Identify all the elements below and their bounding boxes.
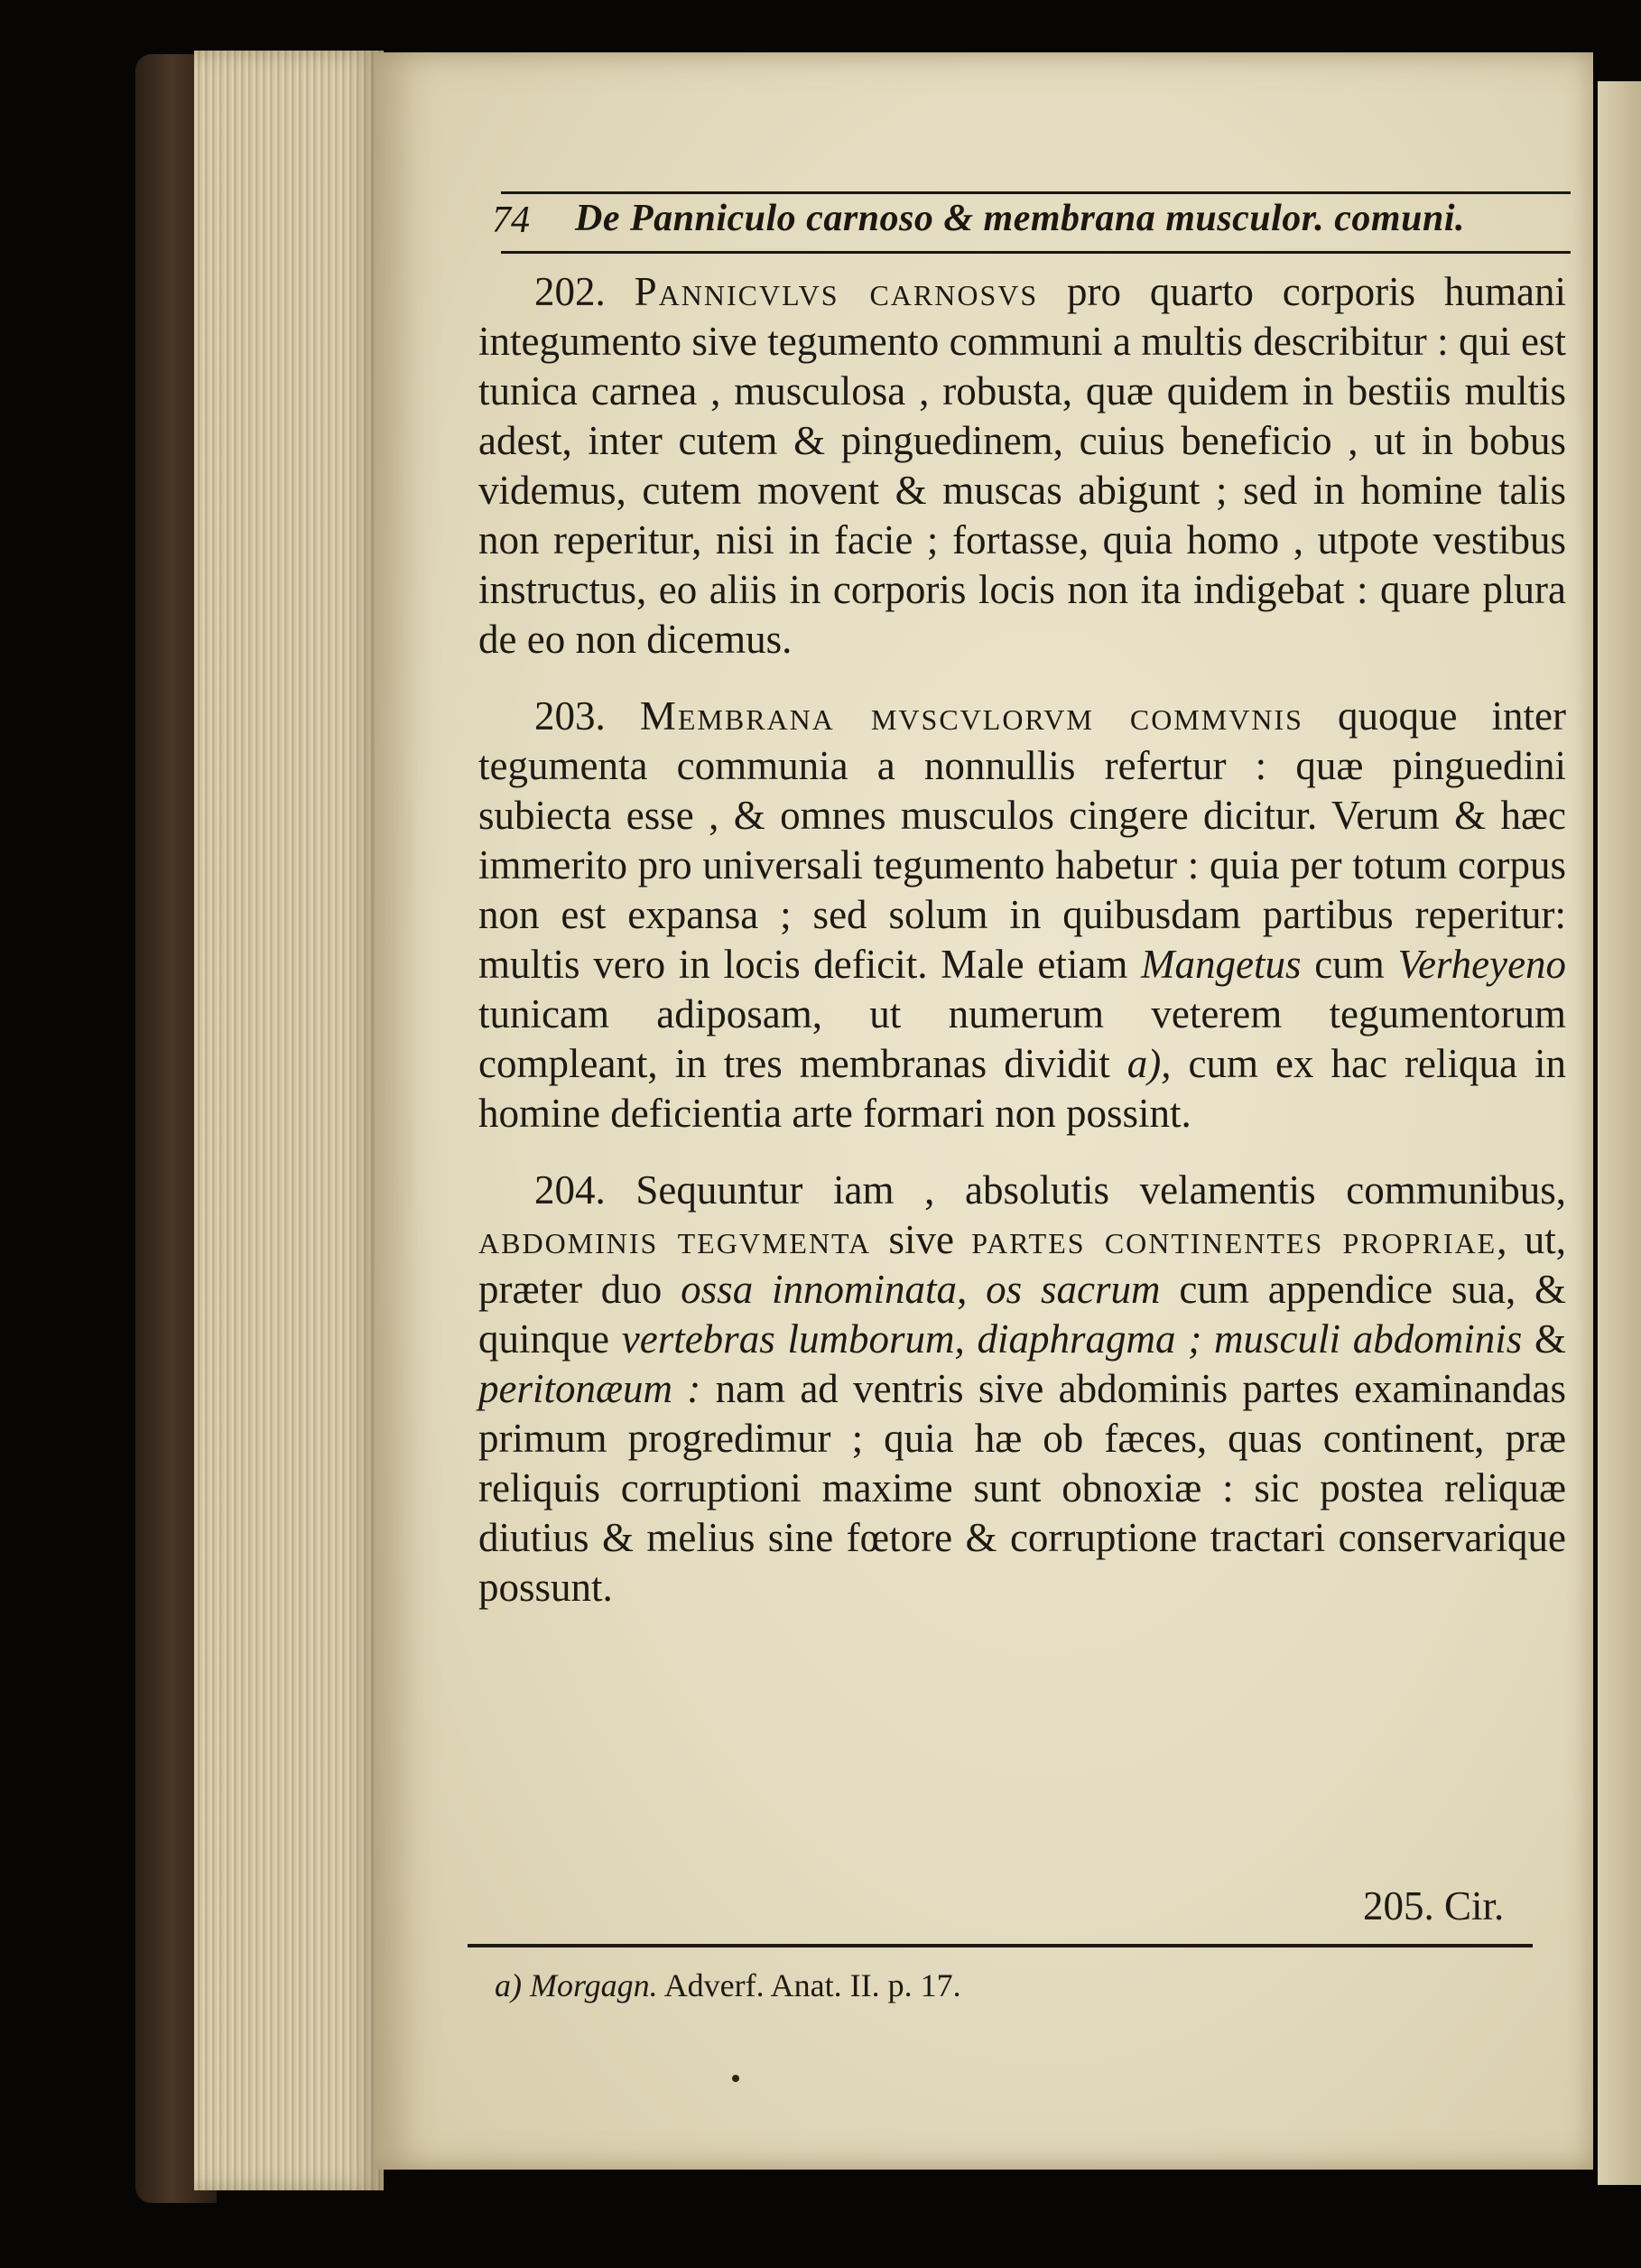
paragraph-text: cum ex hac reliqua in homine deficientia arte formari non possint. xyxy=(478,1041,1566,1136)
small-caps-term: abdominis tegvmenta xyxy=(478,1217,872,1262)
paragraph-text: pro quarto corporis humani integumento sive tegumento communi a multis describitur : qui est tunica carnea , musculosa , robusta, quæ quidem in bestiis multis adest, inter cutem & pinguedinem, cuius beneficio , ut in bobus videmus, cutem movent & muscas abigunt ; sed in homine talis non reperitur, nisi in facie ; fortasse, quia homo , utpote vestibus instructus, eo aliis in corporis locis non ita indigebat : quare plura de eo non dicemus. xyxy=(478,269,1566,662)
footnote-rule xyxy=(468,1944,1533,1947)
paragraph-lead: Pannicvlvs carnosvs xyxy=(634,269,1039,314)
footnote-marker: a) xyxy=(495,1967,522,2003)
paragraph-text: tunicam adiposam, ut numerum veterem tegumentorum compleant, in tres membranas dividit xyxy=(478,991,1566,1086)
header-rule-bottom xyxy=(501,251,1571,254)
paragraph-202 xyxy=(478,267,1566,665)
paragraph-number: 204. xyxy=(534,1167,606,1213)
paragraph-text: nam ad ventris sive abdominis partes examinandas primum progredimur ; quia hæ ob fæces, quas continent, præ reliquis corruptioni maxime sunt obnoxiæ : sic postea reliquæ diutius & melius sine fœtore & corruptione tractari conservarique possunt. xyxy=(478,1366,1566,1610)
footnote-text: Adverf. Anat. II. p. 17. xyxy=(663,1967,961,2003)
paragraph-text: sive xyxy=(888,1217,954,1262)
page-body xyxy=(478,267,1566,1613)
footnote-reference: a), xyxy=(1126,1041,1172,1086)
author-name: Mangetus xyxy=(1141,942,1302,987)
paragraph-text: Sequuntur iam , absolutis velamentis communibus, xyxy=(635,1167,1566,1213)
paragraph-number: 203. xyxy=(534,693,606,739)
page-number: 74 xyxy=(492,200,530,241)
paragraph-text: , xyxy=(957,1267,968,1312)
small-caps-term: partes continentes propriae xyxy=(971,1217,1497,1262)
catchword: 205. Cir. xyxy=(1363,1883,1505,1929)
footnote-author: Morgagn. xyxy=(530,1967,658,2003)
paragraph-text: quoque inter tegumenta communia a nonnullis refertur : quæ pinguedini subiecta esse , & omnes musculos cingere dicitur. Verum & hæc immerito pro universali tegumento habetur : quia per totum corpus non est expansa ; sed solum in quibusdam partibus reperitur: multis vero in locis deficit. Male etiam xyxy=(478,693,1567,987)
page-edges xyxy=(194,51,384,2190)
running-title: De Panniculo carnoso & membrana musculor. comuni. xyxy=(575,198,1465,239)
paragraph-text: cum appendice sua, & quinque xyxy=(478,1267,1567,1362)
paragraph-text: & xyxy=(1534,1316,1567,1362)
header-rule-top xyxy=(501,191,1571,194)
paragraph-text: , ut, præter duo xyxy=(478,1217,1567,1312)
ink-dot xyxy=(732,2075,739,2082)
paragraph-204 xyxy=(478,1166,1566,1613)
paragraph-203 xyxy=(478,692,1566,1139)
italic-term: os sacrum xyxy=(986,1267,1161,1312)
italic-term: peritonæum : xyxy=(478,1366,701,1411)
paragraph-text: cum xyxy=(1314,942,1385,987)
page-header xyxy=(492,186,1571,258)
footnote xyxy=(495,1966,961,2004)
italic-term: ossa innominata xyxy=(681,1267,958,1312)
author-name: Verheyeno xyxy=(1397,942,1567,987)
paragraph-number: 202. xyxy=(534,269,606,314)
paragraph-lead: Membrana mvscvlorvm commvnis xyxy=(639,693,1303,739)
facing-page-edge xyxy=(1598,81,1641,2185)
italic-term: vertebras lumborum, diaphragma ; musculi abdominis xyxy=(621,1316,1523,1362)
